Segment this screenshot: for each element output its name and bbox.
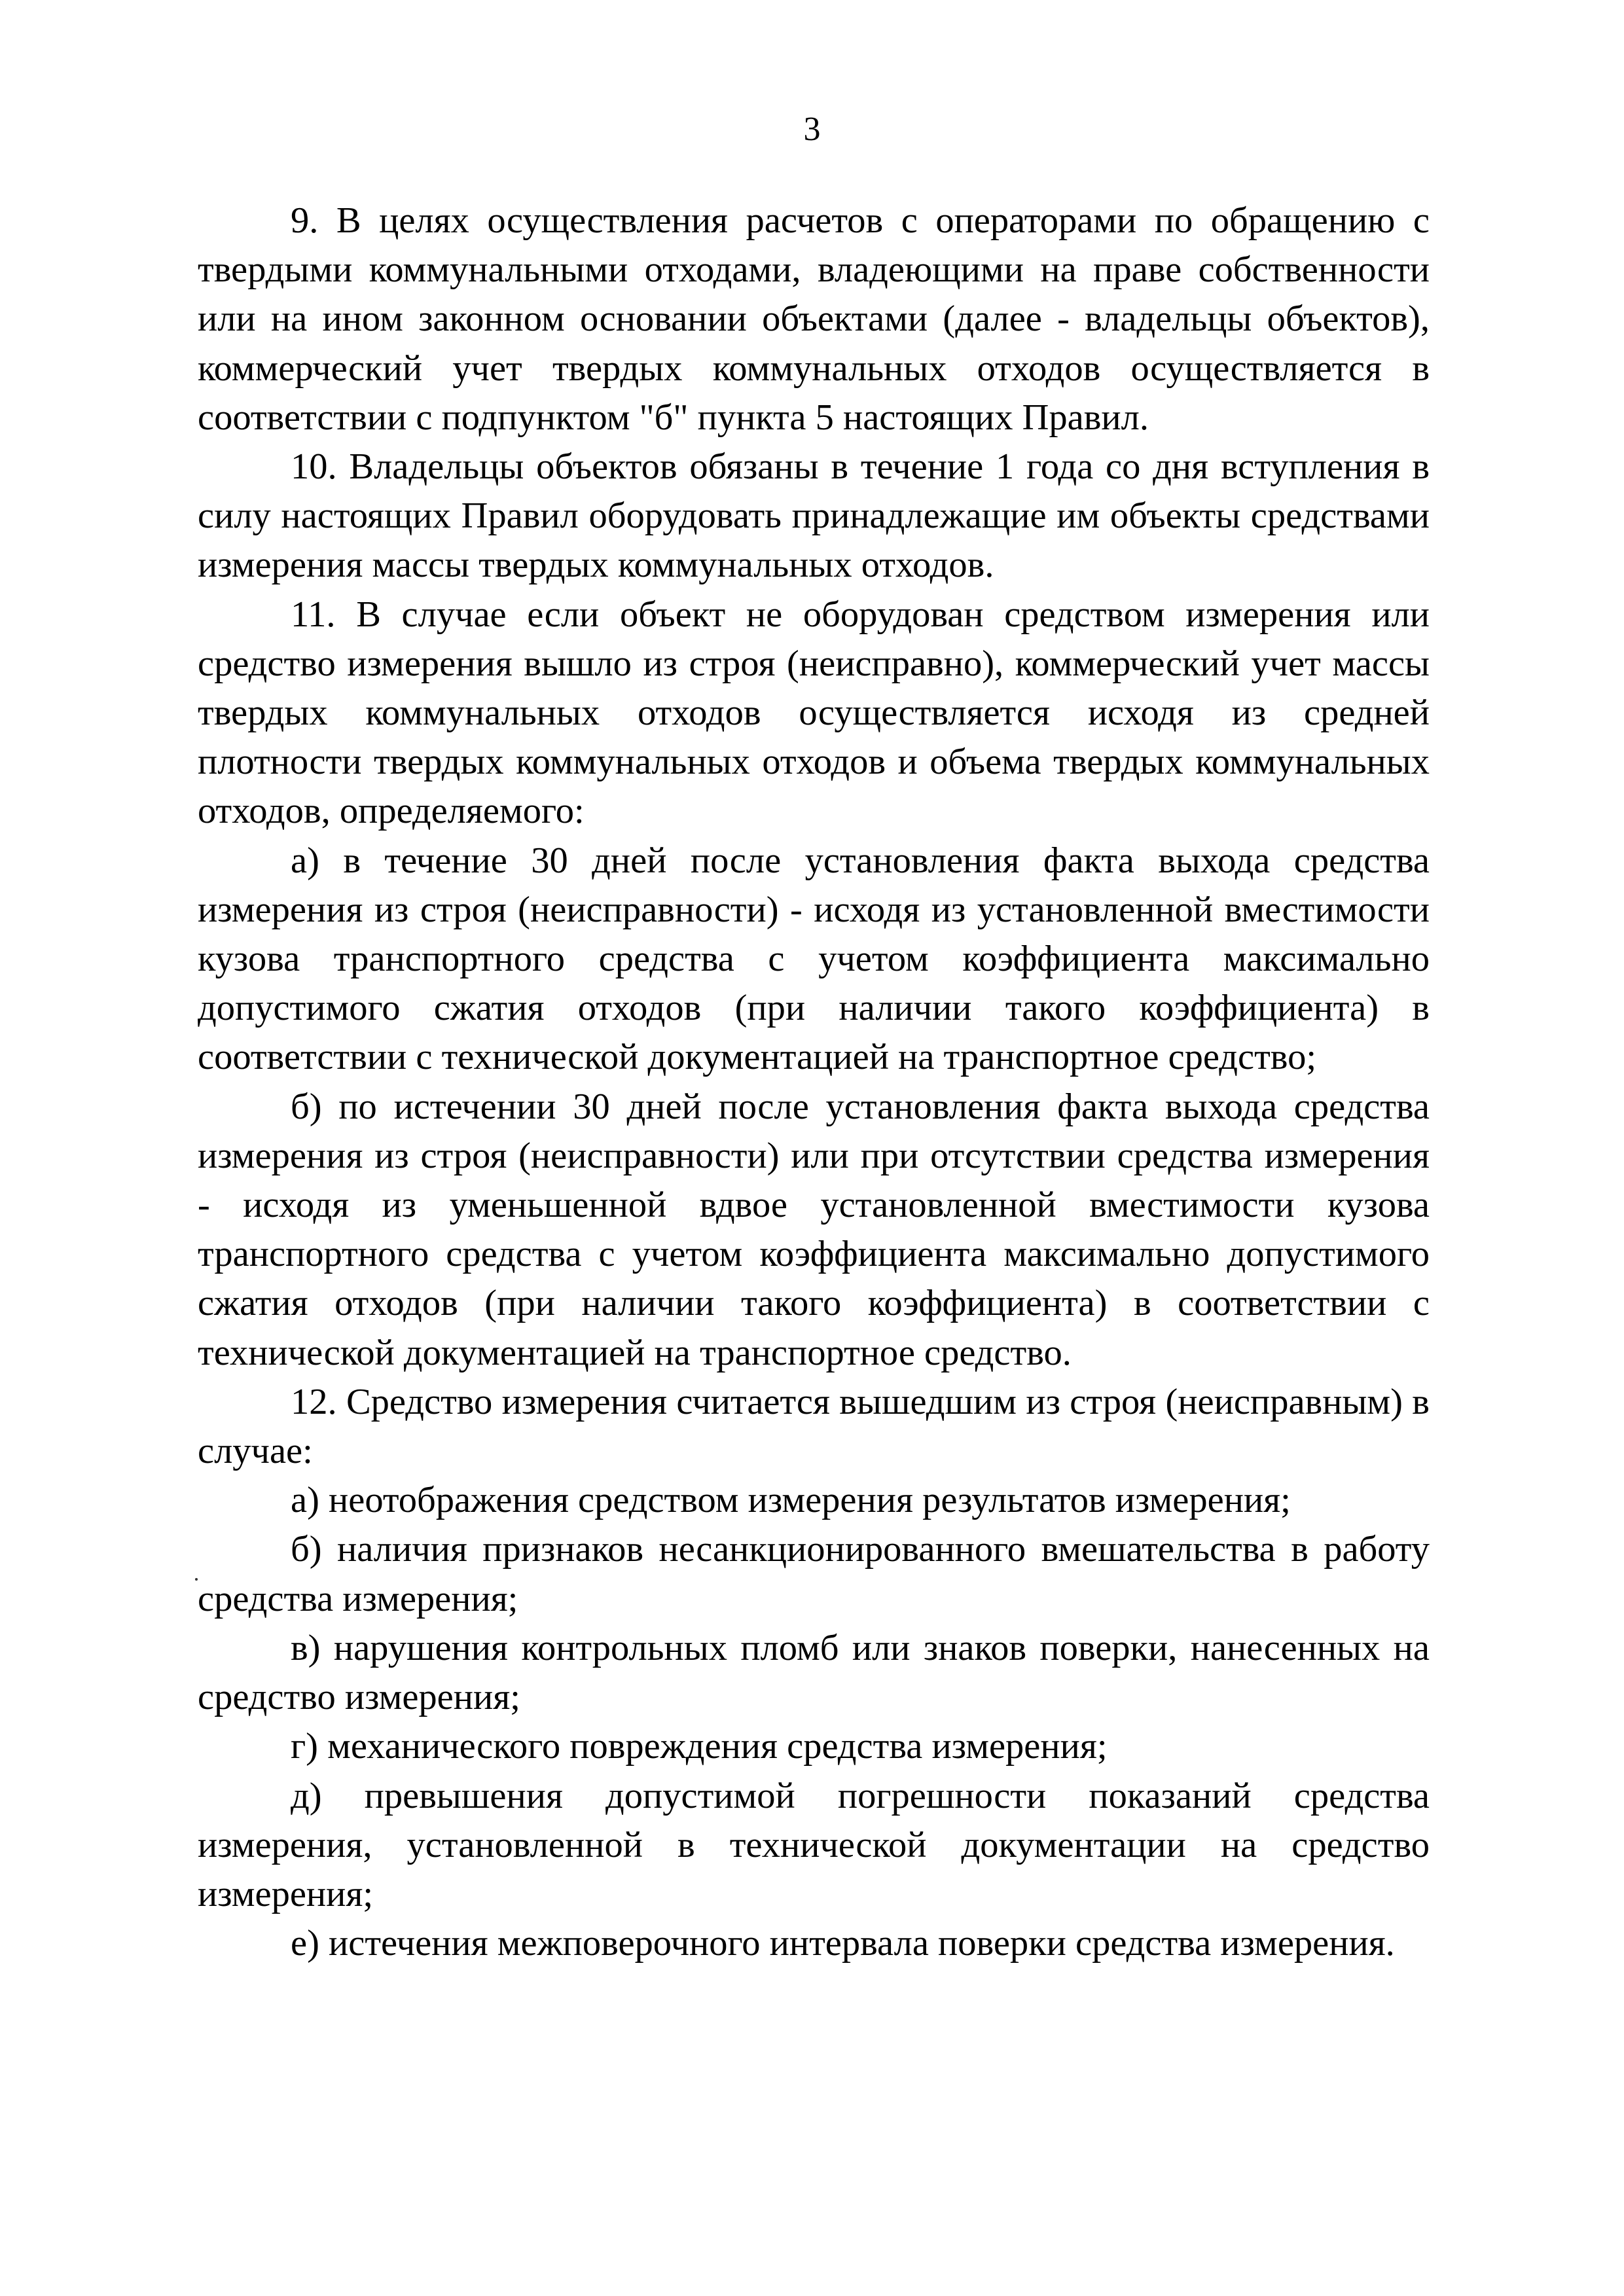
paragraph-12-g: г) механического повреждения средства измерения; — [291, 1726, 1108, 1767]
paragraph-12: 12. Средство измерения считается вышедшим из строя (неисправным) в случае: — [198, 1381, 1430, 1472]
paragraph-10: 10. Владельцы объектов обязаны в течение 1 года со дня вступления в силу настоящих Правил оборудовать принадлежащие им объекты средствами измерения массы твердых коммунальных отходов. — [198, 446, 1430, 586]
paragraph-12-v: в) нарушения контрольных пломб или знаков поверки, нанесенных на средство измерения; — [198, 1627, 1430, 1718]
paragraph-11-a: а) в течение 30 дней после установления факта выхода средства измерения из строя (неисправности) - исходя из установленной вместимости кузова транспортного средства с учетом коэффициента максимально допустимого сжатия отходов (при наличии такого коэффициента) в соответствии с технической документацией на транспортное средство; — [198, 840, 1430, 1078]
paragraph-12-d: д) превышения допустимой погрешности показаний средства измерения, установленной в технической документации на средство измерения; — [198, 1775, 1430, 1914]
scan-dot-mark — [195, 1578, 198, 1581]
paragraph-9: 9. В целях осуществления расчетов с операторами по обращению с твердыми коммунальными отходами, владеющими на праве собственности или на ином законном основании объектами (далее - владельцы объектов), коммерческий учет твердых коммунальных отходов осуществляется в соответствии с подпунктом "б" пункта 5 настоящих Правил. — [198, 200, 1430, 438]
paragraph-11: 11. В случае если объект не оборудован средством измерения или средство измерения вышло из строя (неисправно), коммерческий учет массы твердых коммунальных отходов осуществляется исходя из средней плотности твердых коммунальных отходов и объема твердых коммунальных отходов, определяемого: — [198, 594, 1430, 832]
page-number: 3 — [803, 111, 821, 148]
paragraph-12-b: б) наличия признаков несанкционированного вмешательства в работу средства измерения; — [198, 1529, 1430, 1619]
document-body — [198, 196, 1430, 1968]
paragraph-11-b: б) по истечении 30 дней после установления факта выхода средства измерения из строя (неисправности) или при отсутствии средства измерения - исходя из уменьшенной вдвое установленной вместимости кузова транспортного средства с учетом коэффициента максимально допустимого сжатия отходов (при наличии такого коэффициента) в соответствии с технической документацией на транспортное средство. — [198, 1086, 1430, 1373]
paragraph-12-a: а) неотображения средством измерения результатов измерения; — [291, 1480, 1291, 1521]
paragraph-12-e: е) истечения межповерочного интервала поверки средства измерения. — [291, 1923, 1395, 1964]
